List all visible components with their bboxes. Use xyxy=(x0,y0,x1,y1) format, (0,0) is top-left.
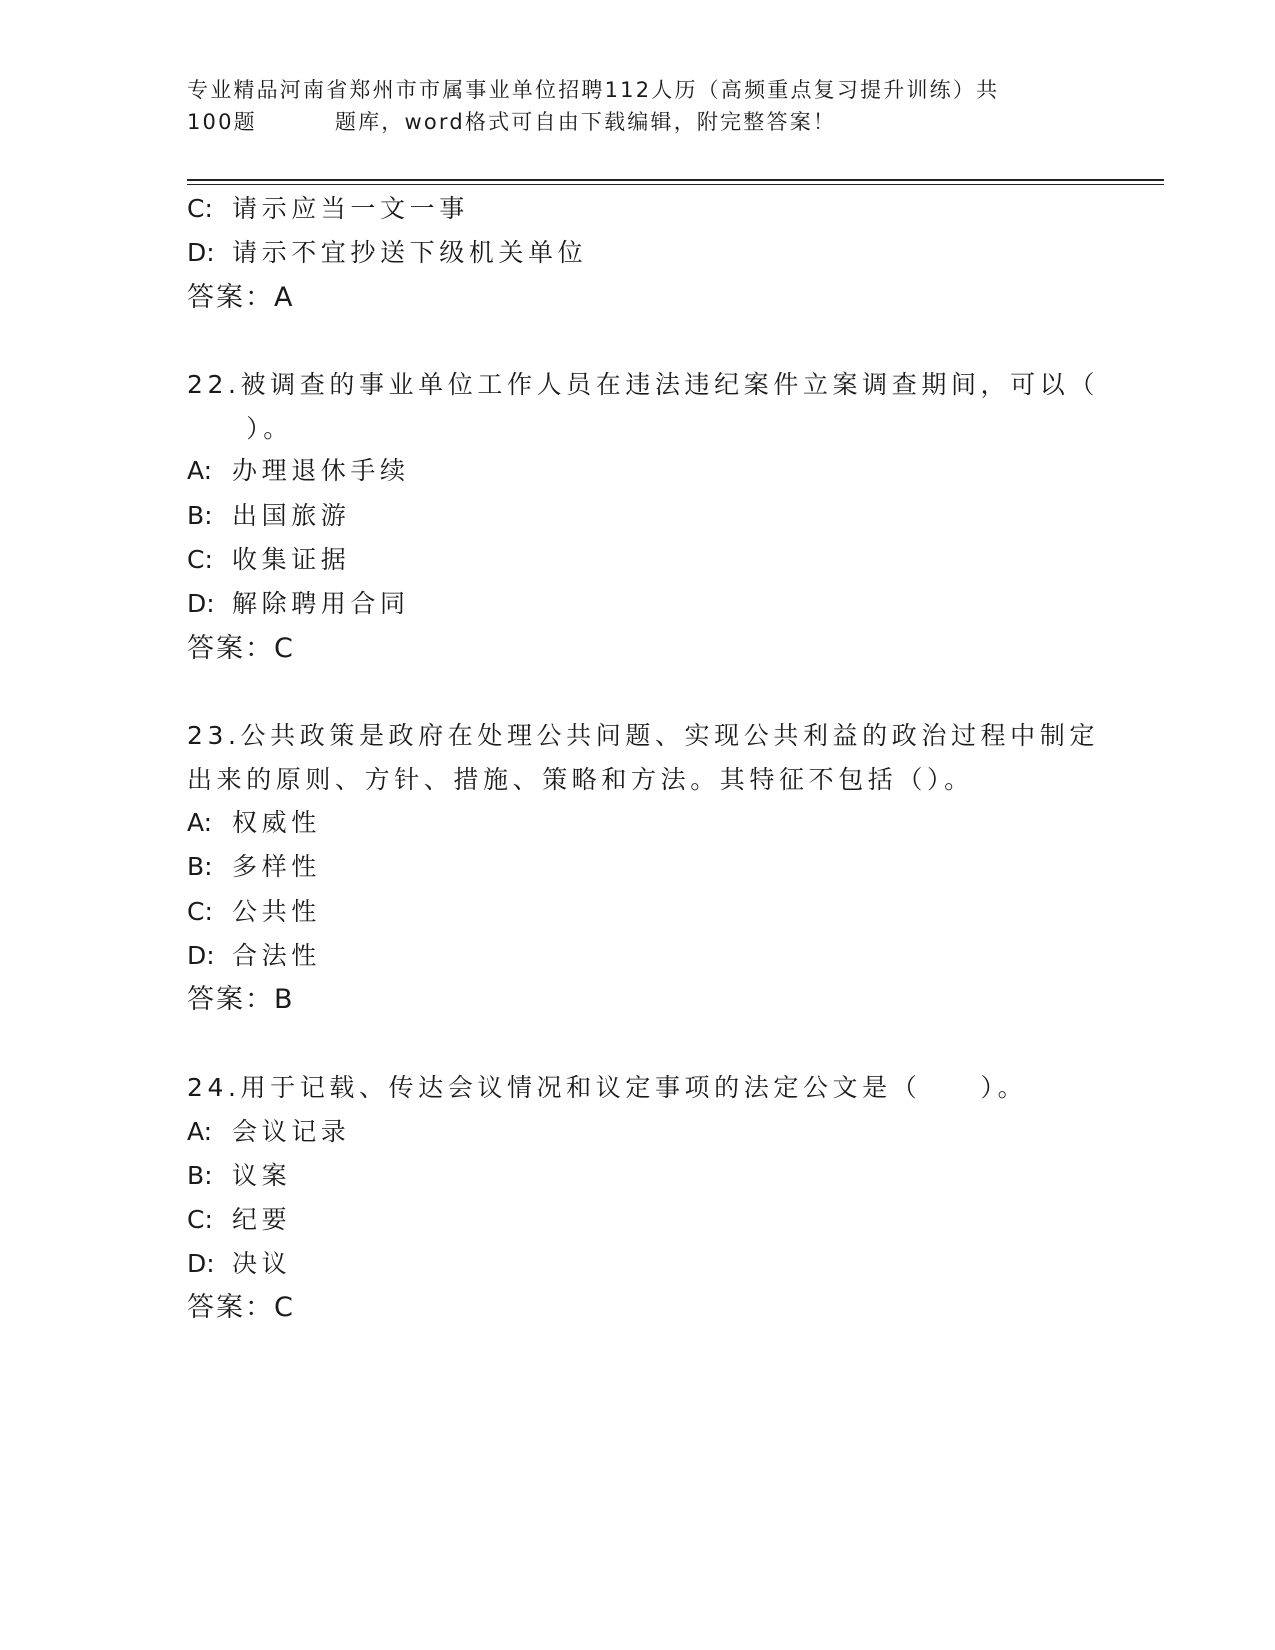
q23-stem-line-2: 出来的原则、方针、措施、策略和方法。其特征不包括（）。 xyxy=(187,765,974,794)
q23-option-d: D: 合法性 xyxy=(187,941,321,970)
q23-option-b: B: 多样性 xyxy=(187,852,321,881)
header-gap xyxy=(257,106,335,138)
q22-answer: 答案：C xyxy=(187,633,295,664)
header-divider-thin xyxy=(187,184,1164,185)
q22-option-d: D: 解除聘用合同 xyxy=(187,589,410,618)
q22-option-b: B: 出国旅游 xyxy=(187,501,351,530)
q21-answer: 答案：A xyxy=(187,282,295,313)
header-divider-thick xyxy=(187,179,1164,181)
q22-stem-line-2: ）。 xyxy=(187,414,293,443)
q24-option-b: B: 议案 xyxy=(187,1161,292,1190)
q22-stem-line-1: 22.被调查的事业单位工作人员在违法违纪案件立案调查期间，可以（ xyxy=(187,370,1099,399)
q23-option-a: A: 权威性 xyxy=(187,808,321,837)
q22-option-c: C: 收集证据 xyxy=(187,545,351,574)
header-subtitle: 题库，word格式可自由下载编辑，附完整答案！ xyxy=(334,110,837,134)
q21-option-c: C: 请示应当一文一事 xyxy=(187,194,469,223)
header-line-2 xyxy=(187,106,1087,138)
q24-option-a: A: 会议记录 xyxy=(187,1117,351,1146)
q23-stem-line-1: 23.公共政策是政府在处理公共问题、实现公共利益的政治过程中制定 xyxy=(187,721,1099,750)
q24-answer: 答案：C xyxy=(187,1292,295,1323)
q23-answer: 答案：B xyxy=(187,984,295,1015)
q21-option-d: D: 请示不宜抄送下级机关单位 xyxy=(187,238,588,267)
q23-option-c: C: 公共性 xyxy=(187,897,321,926)
q24-stem-line-1: 24.用于记载、传达会议情况和议定事项的法定公文是（ ）。 xyxy=(187,1073,1028,1102)
document-header xyxy=(187,74,1087,138)
q22-option-a: A: 办理退休手续 xyxy=(187,456,410,485)
q24-option-c: C: 纪要 xyxy=(187,1205,292,1234)
header-count: 100题 xyxy=(187,110,257,134)
q24-option-d: D: 决议 xyxy=(187,1249,292,1278)
header-line-1: 专业精品河南省郑州市市属事业单位招聘112人历（高频重点复习提升训练）共 xyxy=(187,78,1000,102)
